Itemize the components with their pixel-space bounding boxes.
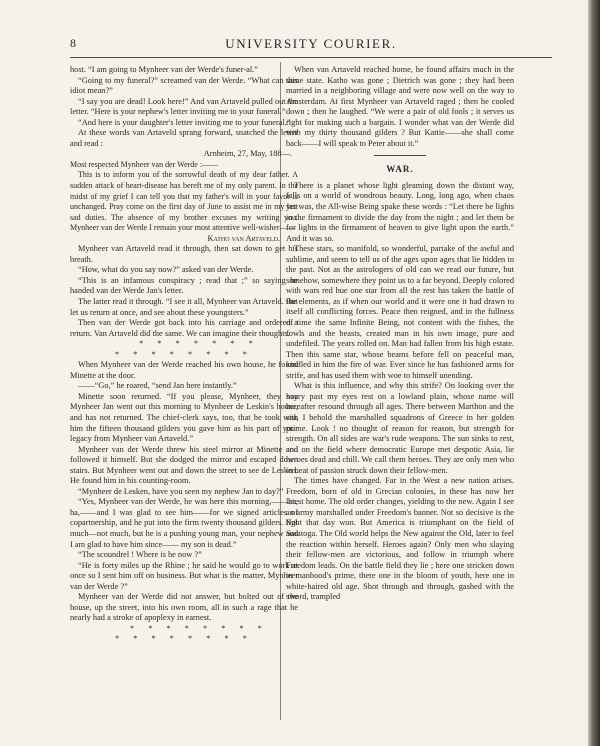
paragraph: At these words van Artaveld sprang forward, snatched the letter and read : (70, 128, 298, 148)
paragraph: Mynheer van Artaveld read it through, then sat down to get his breath. (70, 244, 298, 264)
publication-title: UNIVERSITY COURIER. (225, 36, 397, 51)
paragraph: ——“Go,” he roared, “send Jan here instantly.” (78, 381, 237, 391)
paragraph: The latter read it through. “I see it all, Mynheer van Artaveld. But let us return at once, and see about these youngsters.” (70, 297, 298, 317)
paragraph: Mynheer van der Werde threw his steel mirror at Minette and followed it himself. But she dodged the mirror and escaped down stairs. But Mynheer went out and down the street to see de Lesken. He found him in his counting-room. (70, 444, 298, 486)
paragraph: “Going to my funeral?” screamed van der Werde. “What can this idiot mean?” (70, 75, 298, 96)
section-break-stars: * * * * * * * * (115, 349, 253, 359)
section-rule (374, 155, 426, 156)
letter-signature: Katho van Artaveld. (207, 233, 280, 243)
right-column (286, 65, 514, 603)
letter-body: This is to inform you of the sorrowful death of my dear father. A sudden attack of heart-disease has bereft me of my only parent. In the midst of my grief I can tell you that my father's will in your favor is unchanged. Pray come on the first day of June to assist me in my last sad duties. The absence of my brother excuses my writing you. Mynheer van der Werde I remain your most attentive well-wisher—— (70, 170, 298, 233)
paragraph: Mynheer van der Werde did not answer, but bolted out of the house, up the street, into his own room, all in such a rage that he nearly had a stroke of apoplexy in earnest. (70, 592, 298, 623)
paragraph: “And here is your daughter's letter inviting me to your funeral.” (78, 117, 291, 127)
paragraph: Then van der Werde got back into his carriage and ordered a return. Van Artaveld did the same. We can imagine their thoughts. (70, 318, 298, 338)
paragraph: Minette soon returned. “If you please, Mynheer, they say Mynheer Jan went out this morning to Mynheer de Leskin's house, and has not returned. The chief-clerk says, too, that he took with him the fifteen thousand gilders you gave him as his part of your legacy from Mynheer van Artaveld.” (70, 391, 298, 444)
paragraph: “This is an infamous conspiracy ; read that ;” so saying he handed van der Werde Jan's letter. (70, 275, 298, 296)
paragraph: “Mynheer de Lesken, have you seen my nephew Jan to day?” (78, 486, 284, 496)
paragraph: “Yes, Mynheer van der Werde, he was here this morning,——ha, ha,——and I was glad to see him——for we signed articles of copartnership, and he put into the firm twenty thousand gilders. Not much—not much, but he is a pushing young man, your nephew and I am glad to have him since—— my son is dead.” (70, 497, 298, 549)
paragraph: “I say you are dead! Look here!” And van Artaveld pulled out the letter. “Here is your nephew's letter inviting me to your funeral.” (70, 96, 298, 117)
paragraph: “He is forty miles up the Rhine ; he said he would go to work at once so I sent him off on business. But what is the matter, Mynheer van der Werde ?” (70, 560, 298, 591)
left-column (70, 65, 298, 645)
paragraph: host. “I am going to Mynheer van der Werde's funer-al.” (70, 65, 258, 74)
header-rule (70, 57, 552, 58)
paragraph: “The scoundrel ! Where is he now ?” (78, 550, 202, 560)
paragraph: “How, what do you say now?” asked van der Werde. (78, 265, 254, 275)
paragraph: The times have changed. Far in the West a new nation arises. Freedom, born of old in Grecian colonies, in these has now her latest home. The old order changes, yielding to the new. Again I see an army marshalled under Freedom's banner. Not so decisive is the fight that day won. But America is triumphant on the field of Saratoga. The Old world helps the New against the Old, later to feel the reaction within herself. Heroes again? Only men who slaying their fellow-men are victorious, and follow in triumph where Freedom leads. On the battle field they lie ; here one stricken down in manhood's prime, there one in the bloom of youth, here one in white-haired old age. Shot through and through, gashed with the sword, trampled (286, 476, 514, 602)
section-title: WAR. (386, 164, 414, 175)
running-header (70, 36, 552, 54)
letter-dateline: Arnheim, 27, May, 188—. (203, 149, 292, 159)
paragraph: There is a planet whose light gleaming down the distant way, falls on a world of wondrous beauty. Long, long ago, when chaos yet was, the All-wise Being spake these words : “Let there be lights in the firmament to divide the day from the night ; and let them be for lights in the firmament of heaven to give light upon the earth.” And it was so. (286, 180, 514, 243)
section-break-stars: * * * * * * * * (130, 623, 268, 633)
paragraph: When Mynheer van der Werde reached his own house, he found Minette at the door. (70, 360, 298, 380)
binding-edge (588, 0, 600, 746)
section-break-stars: * * * * * * * * (115, 634, 253, 644)
section-break-stars: * * * * * * * (139, 339, 259, 349)
page-number: 8 (70, 36, 76, 50)
paragraph: These stars, so manifold, so wonderful, partake of the awful and sublime, and seem to tell us of the ages upon ages that lie hidden in the past. Not as the astrologers of old can we read our future, but somehow, somewhere they point us to a far beyond. Deeply colored with wars red hue one star from all the rest has taken the battle of the elements, as if when our world and it were one it had drawn to itself all conflicting forces. Peace then reigned, and in the fullness of time the same Infinite Being, not content with the fishes, the fowls and the beasts, created man in his own image, pure and undefiled. The years rolled on. Man had fallen from his high estate. Then this same star, whose beams before fell on peaceful man, kindled in him the fire of war. Ever since he has fashioned arms for strife, and has used them with woe to himself unending. (286, 244, 514, 380)
letter-salutation: Most respected Mynheer van der Werde :—— (70, 159, 219, 169)
paragraph: What is this influence, and why this strife? On looking over the hoary past my eyes rest on a lowland plain, whose name will hereafter resound through all ages. There between Marthon and the sea, I behold the marshalled squadrons of Greece in her golden prime. Look ! no thought of reason for reason, but strength for strength. On all sides are war's rude weapons. The sun sinks to rest, and on the field where democratic Europe met despotic Asia, lie heroes dead and chill. We call them heroes. They are only men who in heat of passion struck down their fellow-men. (286, 381, 514, 475)
paragraph: When van Artaveld reached home, he found affairs much in the same state. Katho was gone ; Dietrich was gone ; they had been married in a neighboring village and were now well on the way to Amsterdam. At first Mynheer van Artaveld raged ; then he cooled down ; then he laughed. “We were a pair of old fools ; it serves us right for making such a bargain. I wonder what van der Werde did with my thirty thousand gilders ? But Kattie——she shall come back——I will speak to Peter about it.” (286, 65, 514, 148)
